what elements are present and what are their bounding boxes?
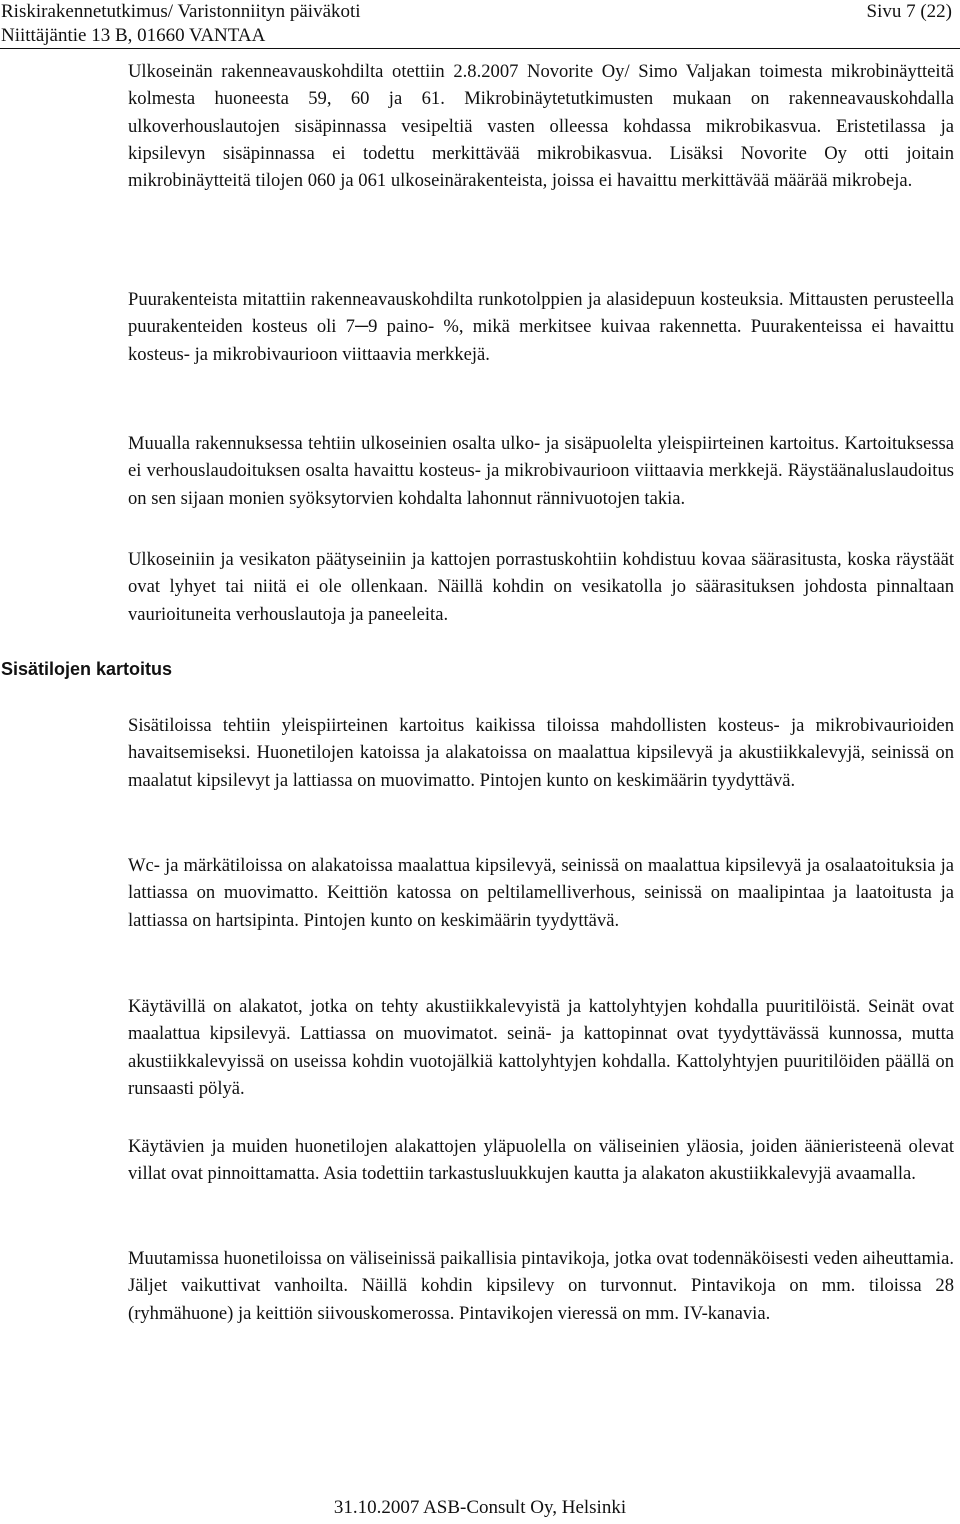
header-divider	[0, 48, 960, 49]
paragraph-corridors: Käytävillä on alakatot, jotka on tehty akustiikkalevyistä ja kattolyhtyjen kohdalla puuritilöistä. Seinät ovat maalattua kipsilevyä. Lattiassa on muovimatot. seinä- ja kattopinnat ovat tyydyttävässä kunnossa, mutta akustiikkalevyissä on useissa kohdin vuotojälkiä kattolyhtyjen kohdalla. Kattolyhtyjen puuritilöiden päällä on runsaasti pölyä.	[128, 996, 954, 1099]
paragraph-ceiling-voids: Käytävien ja muiden huonetilojen alakattojen yläpuolella on väliseinien yläosia, joiden äänieristeenä olevat villat ovat pinnoittamatta. Asia todettiin tarkastusluukkujen kautta ja alakaton akustiikkalevyjä avaamalla.	[128, 1136, 954, 1185]
page-number: Sivu 7 (22)	[866, 1, 952, 22]
header-project	[1, 0, 361, 48]
page-footer: 31.10.2007 ASB-Consult Oy, Helsinki	[333, 1497, 627, 1518]
page-header	[0, 0, 960, 48]
paragraph-sampling: Ulkoseinän rakenneavauskohdilta otettiin 2.8.2007 Novorite Oy/ Simo Valjakan toimesta mikrobinäytteitä kolmesta huoneesta 59, 60 ja 61. Mikrobinäytetutkimusten mukaan on rakenneavauskohdalla ulkoverhouslautojen sisäpinnassa vesipeltiä vasten olleessa kohdassa mikrobikasvua. Eristetilassa ja kipsilevyn sisäpinnassa ei todettu merkittävää mikrobikasvua. Lisäksi Novorite Oy otti joitain mikrobinäytteitä tilojen 060 ja 061 ulkoseinärakenteista, joissa ei havaittu merkittävää määrää mikrobeja.	[128, 61, 954, 192]
paragraph-wet-rooms: Wc- ja märkätiloissa on alakatoissa maalattua kipsilevyä, seinissä on maalattua kipsilevyä ja osalaatoituksia ja lattiassa on muovimatto. Keittiön katossa on peltilamelliverhous, seinissä on maalipintaa ja laatoitusta ja lattiassa on hartsipinta. Pintojen kunto on keskimäärin tyydyttävä.	[128, 855, 954, 931]
paragraph-moisture: Puurakenteista mitattiin rakenneavauskohdilta runkotolppien ja alasidepuun kosteuksia. Mittausten perusteella puurakenteiden kosteus oli 7─9 paino- %, mikä merkitsee kuivaa rakennetta. Puurakenteissa ei havaittu kosteus- ja mikrobivaurioon viittaavia merkkejä.	[128, 289, 954, 365]
paragraph-weathering: Ulkoseiniin ja vesikaton päätyseiniin ja kattojen porrastuskohtiin kohdistuu kovaa säärasitusta, koska räystäät ovat lyhyet tai niitä ei ole ollenkaan. Näillä kohdin on vesikatolla jo säärasituksen johdosta pinnaltaan vaurioituneita verhouslautoja ja paneeleita.	[128, 549, 954, 625]
paragraph-exterior-survey: Muualla rakennuksessa tehtiin ulkoseinien osalta ulko- ja sisäpuolelta yleispiirteinen kartoitus. Kartoituksessa ei verhouslaudoituksen osalta havaittu kosteus- ja mikrobivaurioon viittaavia merkkejä. Räystäänaluslaudoitus on sen sijaan monien syöksytorvien kohdalta lahonnut rännivuotojen takia.	[128, 433, 954, 509]
header-project-title: Riskirakennetutkimus/ Varistonniityn päiväkoti	[1, 1, 361, 22]
paragraph-surface-defects: Muutamissa huonetiloissa on väliseinissä paikallisia pintavikoja, jotka ovat todennäköisesti veden aiheuttamia. Jäljet vaikuttivat vanhoilta. Näillä kohdin kipsilevy on turvonnut. Pintavikoja on mm. tiloissa 28 (ryhmähuone) ja keittiön siivouskomerossa. Pintavikojen vieressä on mm. IV-kanavia.	[128, 1248, 954, 1324]
header-project-address: Niittäjäntie 13 B, 01660 VANTAA	[1, 25, 266, 46]
section-heading: Sisätilojen kartoitus	[1, 659, 173, 679]
paragraph-interior-survey: Sisätiloissa tehtiin yleispiirteinen kartoitus kaikissa tiloissa mahdollisten kosteus- ja mikrobivaurioiden havaitsemiseksi. Huonetilojen katoissa ja alakatoissa on maalattua kipsilevyä ja akustiikkalevyjä, seinissä on maalatut kipsilevyt ja lattiassa on muovimatto. Pintojen kunto on keskimäärin tyydyttävä.	[128, 715, 954, 791]
